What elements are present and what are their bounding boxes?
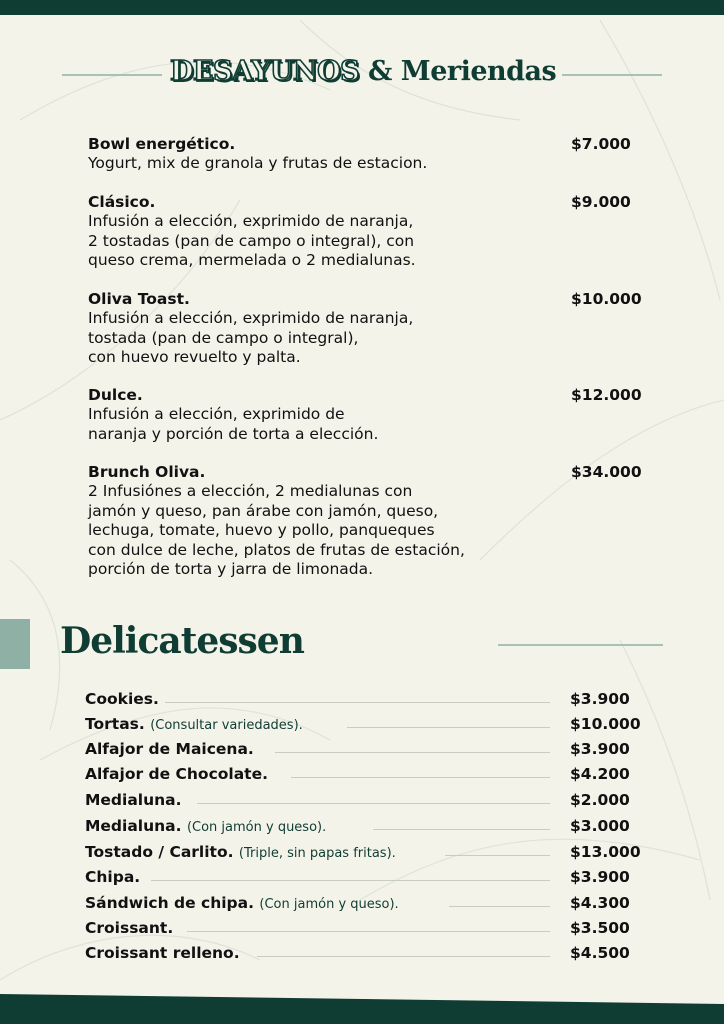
breakfast-heading-rest: & Meriendas: [359, 56, 557, 87]
item-description: Infusión a elección, exprimido de naranja, 2 tostadas (pan de campo o integral), con queso crema, mermelada o 2 medialunas.: [88, 212, 416, 269]
breakfast-item: [88, 135, 558, 174]
deli-row: [85, 894, 650, 918]
deli-item-label: Medialuna.: [85, 817, 182, 835]
deli-item-label: Croissant.: [85, 919, 174, 937]
deli-row: [85, 765, 650, 789]
item-price: $10.000: [571, 290, 642, 308]
deli-row: [85, 843, 650, 867]
deli-item-name: [85, 690, 159, 708]
item-price: $9.000: [571, 193, 631, 211]
deli-item-note: (Con jamón y queso).: [186, 820, 327, 835]
breakfast-heading: [170, 56, 556, 87]
deli-item-note: (Consultar variedades).: [150, 718, 303, 733]
bottom-bar: [0, 994, 724, 1024]
item-name: Clásico.: [88, 193, 156, 211]
deli-row: [85, 919, 650, 943]
breakfast-item: [88, 193, 558, 271]
deli-row: [85, 791, 650, 815]
deli-item-price: $3.900: [570, 868, 630, 886]
deli-item-label: Alfajor de Maicena.: [85, 740, 254, 758]
deli-item-name: [85, 868, 140, 886]
dot-leader: [187, 931, 550, 932]
deli-item-label: Sándwich de chipa.: [85, 894, 254, 912]
dot-leader: [373, 829, 550, 830]
item-description: 2 Infusiónes a elección, 2 medialunas con jamón y queso, pan árabe con jamón, queso, lechuga, tomate, huevo y pollo, panqueques con dulce de leche, platos de frutas de estación, porción de torta y jarra de limonada.: [88, 482, 465, 578]
heading-rule-right: [562, 74, 662, 76]
deli-item-price: $4.200: [570, 765, 630, 783]
item-name: Oliva Toast.: [88, 290, 190, 308]
dot-leader: [165, 702, 550, 703]
item-description: Infusión a elección, exprimido de naranja, tostada (pan de campo o integral), con huevo revuelto y palta.: [88, 309, 414, 366]
item-description: Yogurt, mix de granola y frutas de estacion.: [88, 154, 428, 172]
deli-item-name: [85, 919, 173, 937]
item-price: $7.000: [571, 135, 631, 153]
item-price: $34.000: [571, 463, 642, 481]
dot-leader: [151, 880, 550, 881]
deli-item-price: $10.000: [570, 715, 641, 733]
deli-row: [85, 944, 650, 968]
deli-row: [85, 817, 650, 841]
deli-item-name: [85, 817, 326, 835]
deli-item-price: $3.000: [570, 817, 630, 835]
deli-item-name: [85, 765, 268, 783]
heading-rule-left: [62, 74, 162, 76]
deli-item-name: [85, 944, 240, 962]
section-tab-marker: [0, 619, 30, 669]
deli-item-label: Tortas.: [85, 715, 145, 733]
item-price: $12.000: [571, 386, 642, 404]
item-description: Infusión a elección, exprimido de naranja y porción de torta a elección.: [88, 405, 379, 443]
deli-item-label: Tostado / Carlito.: [85, 843, 234, 861]
deli-item-note: (Triple, sin papas fritas).: [238, 846, 396, 861]
deli-item-label: Alfajor de Chocolate.: [85, 765, 268, 783]
deli-item-name: [85, 791, 182, 809]
deli-row: [85, 690, 650, 714]
deli-item-label: Medialuna.: [85, 791, 182, 809]
deli-item-price: $4.500: [570, 944, 630, 962]
deli-heading-rule: [498, 644, 663, 646]
deli-item-label: Croissant relleno.: [85, 944, 240, 962]
top-bar: [0, 0, 724, 15]
dot-leader: [197, 803, 550, 804]
deli-item-price: $13.000: [570, 843, 641, 861]
dot-leader: [291, 777, 550, 778]
deli-item-name: [85, 740, 254, 758]
item-name: Dulce.: [88, 386, 143, 404]
breakfast-heading-outline: DESAYUNOS: [170, 56, 360, 87]
item-name: Bowl energético.: [88, 135, 236, 153]
item-name: Brunch Oliva.: [88, 463, 206, 481]
deli-row: [85, 740, 650, 764]
breakfast-item: [88, 290, 558, 368]
deli-row: [85, 715, 650, 739]
dot-leader: [449, 906, 550, 907]
breakfast-item: [88, 386, 558, 444]
deli-item-price: $4.300: [570, 894, 630, 912]
deli-item-name: [85, 894, 399, 912]
deli-item-name: [85, 843, 396, 861]
dot-leader: [275, 752, 550, 753]
breakfast-item: [88, 463, 558, 580]
dot-leader: [445, 855, 550, 856]
deli-item-name: [85, 715, 303, 733]
deli-item-price: $2.000: [570, 791, 630, 809]
deli-row: [85, 868, 650, 892]
dot-leader: [257, 956, 550, 957]
deli-item-label: Chipa.: [85, 868, 141, 886]
deli-item-label: Cookies.: [85, 690, 159, 708]
deli-item-price: $3.500: [570, 919, 630, 937]
deli-item-price: $3.900: [570, 690, 630, 708]
deli-item-price: $3.900: [570, 740, 630, 758]
deli-item-note: (Con jamón y queso).: [259, 897, 399, 912]
deli-heading: Delicatessen: [60, 620, 304, 662]
dot-leader: [347, 727, 550, 728]
